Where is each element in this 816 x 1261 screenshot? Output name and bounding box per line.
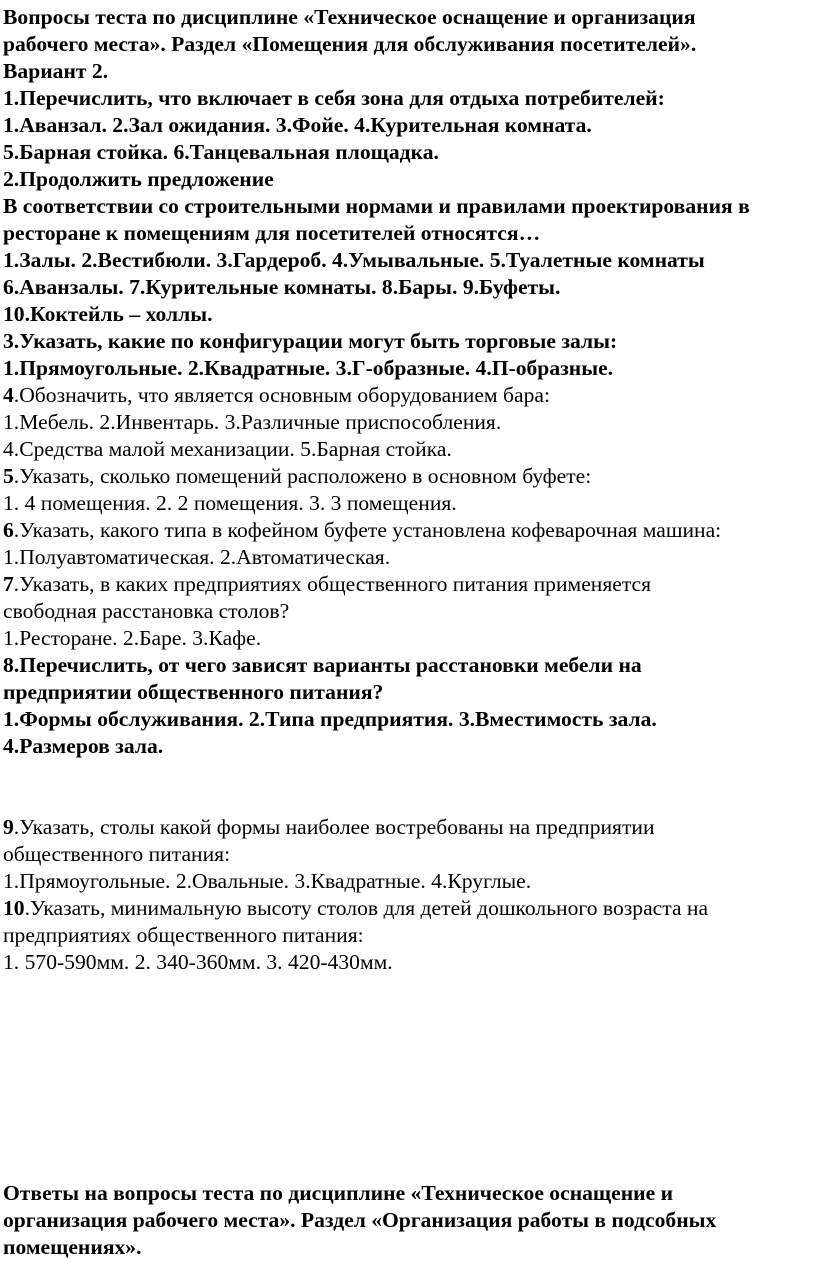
question-6-text: .Указать, какого типа в кофейном буфете установлена кофеварочная машина: [13, 518, 722, 542]
question-6 [3, 517, 721, 544]
answer-10: 1. 570-590мм. 2. 340-360мм. 3. 420-430мм. [3, 950, 393, 974]
question-5 [3, 463, 591, 490]
answer-2-line-3: 10.Коктейль – холлы. [3, 302, 213, 326]
answer-3: 1.Прямоугольные. 2.Квадратные. 3.Г-образные. 4.П-образные. [3, 356, 614, 380]
question-10-number: 10 [3, 896, 25, 920]
answer-2-line-2: 6.Аванзалы. 7.Курительные комнаты. 8.Бары. 9.Буфеты. [3, 275, 561, 299]
question-9-text: .Указать, столы какой формы наиболее востребованы на предприятии [13, 815, 655, 839]
answer-1-line-2: 5.Барная стойка. 6.Танцевальная площадка. [3, 140, 439, 164]
question-9-line-1 [3, 814, 655, 841]
question-7-text: .Указать, в каких предприятиях общественного питания применяется [13, 572, 652, 596]
question-10-line-1 [3, 895, 708, 922]
doc-title-line-1: Вопросы теста по дисциплине «Техническое оснащение и организация [3, 5, 696, 29]
question-3: 3.Указать, какие по конфигурации могут быть торговые залы: [3, 329, 618, 353]
answer-4-line-1: 1.Мебель. 2.Инвентарь. 3.Различные приспособления. [3, 410, 502, 434]
answer-7: 1.Ресторане. 2.Баре. 3.Кафе. [3, 626, 262, 650]
question-7-number: 7 [3, 572, 14, 596]
answer-8-line-1: 1.Формы обслуживания. 2.Типа предприятия. 3.Вместимость зала. [3, 707, 657, 731]
answer-5: 1. 4 помещения. 2. 2 помещения. 3. 3 помещения. [3, 491, 457, 515]
question-2-line-2: В соответствии со строительными нормами и правилами проектирования в [3, 194, 750, 218]
doc-title-line-2: рабочего места». Раздел «Помещения для обслуживания посетителей». [3, 32, 697, 56]
answer-9: 1.Прямоугольные. 2.Овальные. 3.Квадратные. 4.Круглые. [3, 869, 532, 893]
question-4-text: .Обозначить, что является основным оборудованием бара: [13, 383, 550, 407]
question-5-text: .Указать, сколько помещений расположено в основном буфете: [13, 464, 592, 488]
answers-title-line-1: Ответы на вопросы теста по дисциплине «Техническое оснащение и [3, 1181, 674, 1205]
question-9-number: 9 [3, 815, 14, 839]
question-7-line-2: свободная расстановка столов? [3, 599, 290, 623]
answers-title-line-2: организация рабочего места». Раздел «Организация работы в подсобных [3, 1208, 717, 1232]
question-10-line-2: предприятиях общественного питания: [3, 923, 364, 947]
question-8-line-2: предприятии общественного питания? [3, 680, 384, 704]
question-1: 1.Перечислить, что включает в себя зона для отдыха потребителей: [3, 86, 665, 110]
question-4-number: 4 [3, 383, 14, 407]
question-4 [3, 382, 550, 409]
answer-2-line-1: 1.Залы. 2.Вестибюли. 3.Гардероб. 4.Умывальные. 5.Туалетные комнаты [3, 248, 705, 272]
answer-6: 1.Полуавтоматическая. 2.Автоматическая. [3, 545, 391, 569]
answers-title-line-3: помещениях». [3, 1235, 142, 1259]
answer-4-line-2: 4.Средства малой механизации. 5.Барная стойка. [3, 437, 452, 461]
question-8-line-1: 8.Перечислить, от чего зависят варианты расстановки мебели на [3, 653, 642, 677]
variant-label: Вариант 2. [3, 59, 109, 83]
question-10-text: .Указать, минимальную высоту столов для детей дошкольного возраста на [24, 896, 709, 920]
question-2-line-1: 2.Продолжить предложение [3, 167, 274, 191]
answer-1-line-1: 1.Аванзал. 2.Зал ожидания. 3.Фойе. 4.Курительная комната. [3, 113, 592, 137]
question-5-number: 5 [3, 464, 14, 488]
question-6-number: 6 [3, 518, 14, 542]
answer-8-line-2: 4.Размеров зала. [3, 734, 164, 758]
question-9-line-2: общественного питания: [3, 842, 231, 866]
question-7-line-1 [3, 571, 651, 598]
question-2-line-3: ресторане к помещениям для посетителей относятся… [3, 221, 541, 245]
